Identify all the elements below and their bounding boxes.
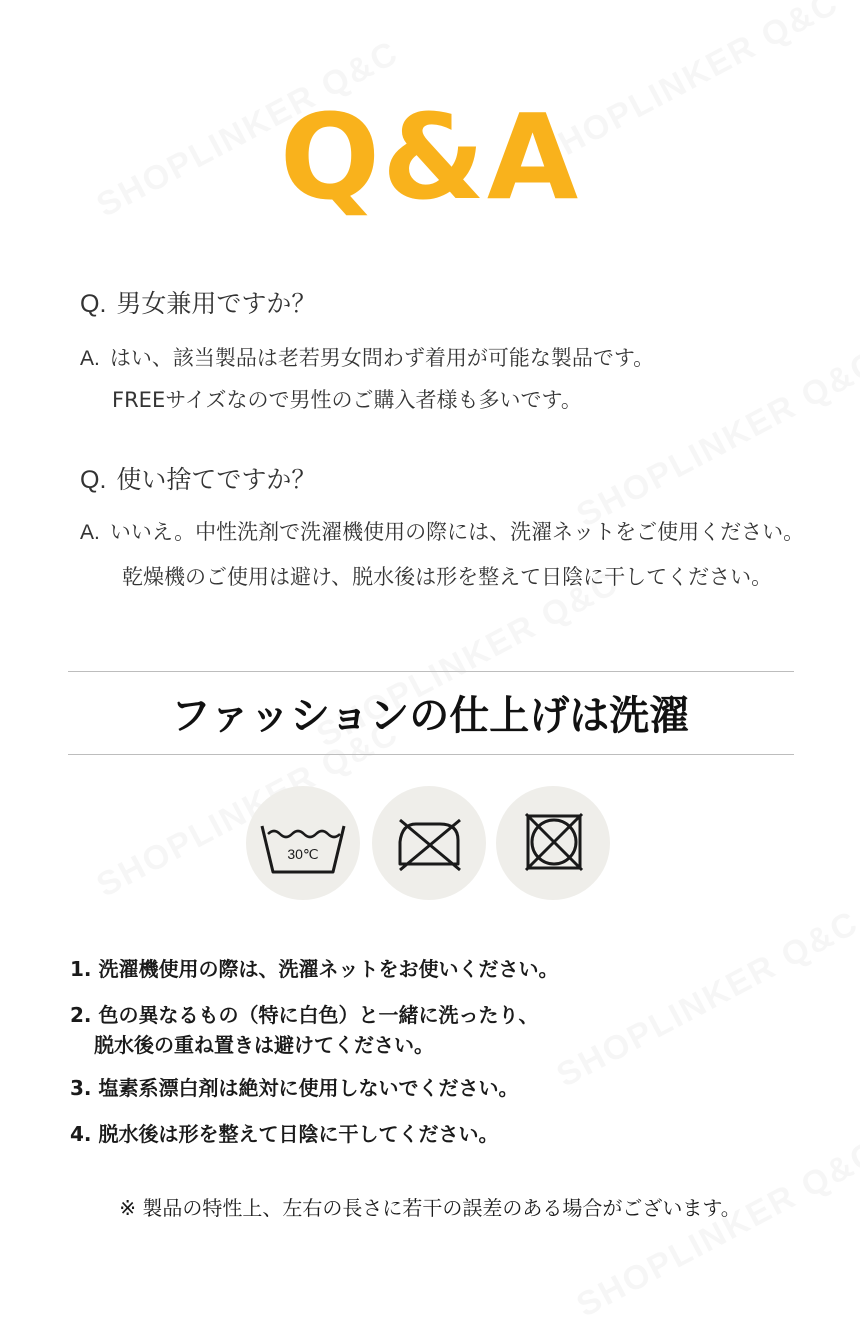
faq-answer-2 [80, 516, 804, 546]
no-iron-icon [372, 786, 486, 900]
faq-question-1 [80, 284, 316, 320]
watermark [551, 903, 860, 1095]
watermark [571, 343, 860, 535]
product-note: ※ 製品の特性上、左右の長さに若干の誤差のある場合がございます。 [119, 1196, 741, 1220]
question-mark: Q. [80, 466, 107, 494]
instruction-item: 1. 洗濯機使用の際は、洗濯ネットをお使いください。 [70, 957, 559, 981]
watermark [571, 1133, 860, 1325]
answer-mark: A. [80, 347, 100, 370]
instruction-item-continued: 脱水後の重ね置きは避けてください。 [94, 1033, 434, 1057]
divider-top [68, 671, 794, 672]
wash-30-icon [246, 786, 360, 900]
qa-logo: Q&A [279, 88, 581, 226]
instruction-item: 2. 色の異なるもの（特に白色）と一緒に洗ったり、 [70, 1003, 539, 1027]
instruction-item: 3. 塩素系漂白剤は絶対に使用しないでください。 [70, 1076, 519, 1100]
no-tumble-dry-icon [496, 786, 610, 900]
faq-answer-1 [80, 342, 654, 372]
question-mark: Q. [80, 290, 107, 318]
instruction-item: 4. 脱水後は形を整えて日陰に干してください。 [70, 1122, 499, 1146]
question-text: 使い捨てですか？ [116, 465, 317, 494]
answer-line: 乾燥機のご使用は避け、脱水後は形を整えて日陰に干してください。 [122, 565, 773, 589]
laundry-section-title: ファッションの仕上げは洗濯 [170, 693, 690, 739]
question-text: 男女兼用ですか？ [116, 289, 317, 318]
faq-question-2 [80, 460, 316, 496]
answer-line: はい、該当製品は老若男女問わず着用が可能な製品です。 [109, 346, 655, 370]
answer-line: いいえ。中性洗剤で洗濯機使用の際には、洗濯ネットをご使用ください。 [109, 520, 805, 544]
wash-temp-label: 30℃ [287, 846, 319, 862]
answer-mark: A. [80, 521, 100, 544]
answer-line: FREEサイズなので男性のご購入者様も多いです。 [112, 388, 582, 412]
divider-bottom [68, 754, 794, 755]
